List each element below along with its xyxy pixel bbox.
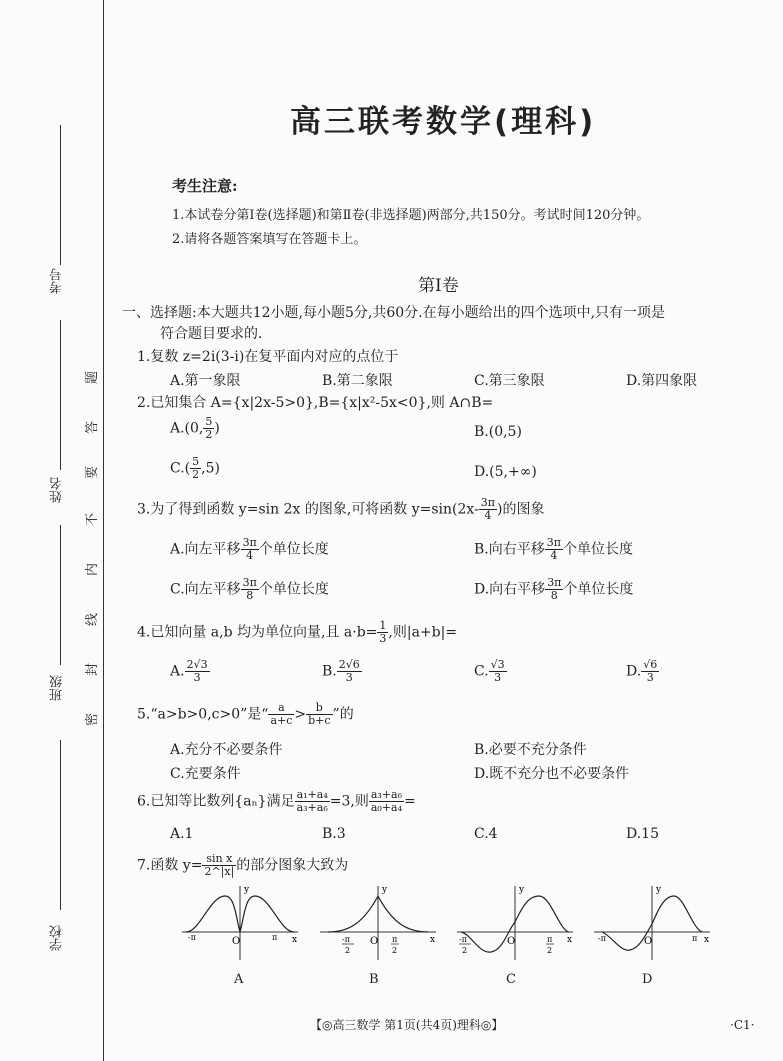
notice-heading: 考生注意: bbox=[172, 177, 238, 195]
q3-option-d: D.向右平移 $\frac{3\pi}{8}$ 个单位长度 bbox=[474, 576, 634, 602]
graph-a-y-label: y bbox=[244, 885, 250, 895]
graph-option-d bbox=[592, 882, 712, 962]
graph-c-x-label: x bbox=[567, 935, 573, 945]
graph-b-neg-half-num: -π bbox=[342, 935, 350, 944]
graph-option-a bbox=[180, 882, 300, 962]
question-6-stem: 6.已知等比数列{aₙ}满足 $\frac{\text{a₁+a₄}}{\text{a₃+a₆}}$ =3,则 $\frac{\text{a₃+a₆}}{\text{a₀+a₄}}$ = bbox=[137, 788, 416, 814]
graph-b-neg-half-den: 2 bbox=[345, 946, 351, 955]
q2-option-b: B.(0,5) bbox=[474, 424, 522, 440]
graph-c-neg-half-num: -π bbox=[459, 935, 467, 944]
question-1-stem: 1.复数 z=2i(3-i)在复平面内对应的点位于 bbox=[137, 349, 399, 365]
class-line bbox=[60, 525, 61, 665]
q4-option-c: C. $\frac{√3}{3}$ bbox=[474, 658, 505, 684]
graph-a-x-label: x bbox=[292, 935, 298, 945]
graph-a-neg-pi: -π bbox=[188, 933, 196, 942]
q5-option-b: B.必要不充分条件 bbox=[474, 742, 587, 758]
name-label: 姓名 bbox=[50, 477, 65, 503]
exam-no-line bbox=[60, 125, 61, 265]
question-5-stem: 5.“a>b>0,c>0”是“ $\frac{a}{a+c}$ > $\frac{b}{b+c}$ ”的 bbox=[137, 701, 354, 727]
question-4-stem: 4.已知向量 a,b 均为单位向量,且 a·b= $\frac{1}{3}$ ,则|a+b|= bbox=[137, 619, 458, 645]
page-tag: ·C1· bbox=[730, 1018, 755, 1032]
graph-a-origin: O bbox=[232, 936, 241, 947]
graph-c-neg-half-den: 2 bbox=[462, 946, 468, 955]
q1-option-c: C.第三象限 bbox=[474, 373, 545, 389]
graph-b-label: B bbox=[369, 972, 379, 987]
graph-d-origin: O bbox=[644, 936, 653, 947]
q3-option-c: C.向左平移 $\frac{3\pi}{8}$ 个单位长度 bbox=[170, 576, 329, 602]
seal-char: 密 bbox=[85, 712, 101, 727]
page-title: 高三联考数学(理科) bbox=[290, 104, 597, 140]
class-label: 班级 bbox=[50, 675, 65, 701]
graph-b-half-num: π bbox=[392, 935, 398, 944]
q2-option-c: C.( $\frac{5}{2}$ ,5) bbox=[170, 455, 220, 481]
q6-option-a: A.1 bbox=[170, 826, 194, 842]
graph-d-x-label: x bbox=[704, 935, 710, 945]
q6-option-c: C.4 bbox=[474, 826, 498, 842]
q3-option-b: B.向右平移 $\frac{3\pi}{4}$ 个单位长度 bbox=[474, 536, 633, 562]
question-2-stem: 2.已知集合 A={x|2x-5>0},B={x|x²-5x<0},则 A∩B= bbox=[137, 395, 494, 411]
graph-c-half-num: π bbox=[547, 935, 553, 944]
graph-b-y-label: y bbox=[382, 885, 388, 895]
graph-option-b bbox=[318, 882, 438, 962]
seal-char: 答 bbox=[85, 420, 101, 435]
graph-c-label: C bbox=[506, 972, 516, 987]
q5-option-c: C.充要条件 bbox=[170, 766, 241, 782]
graph-b-origin: O bbox=[370, 936, 379, 947]
graph-c-origin: O bbox=[507, 936, 516, 947]
q3-option-a: A.向左平移 $\frac{3\pi}{4}$ 个单位长度 bbox=[170, 536, 329, 562]
notice-item: 1.本试卷分第Ⅰ卷(选择题)和第Ⅱ卷(非选择题)两部分,共150分。考试时间120分钟。 bbox=[172, 208, 650, 223]
page-footer: 【◎高三数学 第1页(共4页)理科◎】 bbox=[310, 1018, 504, 1032]
name-line bbox=[60, 320, 61, 470]
exam-no-label: 考号 bbox=[50, 268, 65, 294]
question-7-stem: 7.函数 y= $\frac{\text{sin x}}{2\^{}|x|}$ 的部分图象大致为 bbox=[137, 852, 349, 878]
graph-d-label: D bbox=[642, 972, 653, 987]
graph-d-pi: π bbox=[692, 934, 698, 943]
school-line bbox=[60, 740, 61, 910]
part-intro-cont: 符合题目要求的. bbox=[160, 326, 263, 342]
q6-option-b: B.3 bbox=[322, 826, 346, 842]
q1-option-b: B.第二象限 bbox=[322, 373, 393, 389]
q4-option-d: D. $\frac{√6}{3}$ bbox=[626, 658, 658, 684]
seal-char: 不 bbox=[85, 512, 101, 527]
seal-char: 题 bbox=[85, 370, 101, 385]
school-label: 学校 bbox=[50, 925, 65, 951]
q1-option-a: A.第一象限 bbox=[170, 373, 241, 389]
question-3-stem: 3.为了得到函数 y=sin 2x 的图象,可将函数 y=sin(2x- $\frac{3\pi}{4}$ )的图象 bbox=[137, 496, 545, 522]
q5-option-d: D.既不充分也不必要条件 bbox=[474, 766, 630, 782]
q4-option-a: A. $\frac{2√3}{3}$ bbox=[170, 658, 208, 684]
q2-option-d: D.(5,+∞) bbox=[474, 464, 537, 480]
section-heading: 第Ⅰ卷 bbox=[418, 276, 459, 296]
graph-c-y-label: y bbox=[519, 885, 525, 895]
seal-char: 内 bbox=[85, 562, 101, 577]
seal-char: 线 bbox=[85, 612, 101, 627]
q5-option-a: A.充分不必要条件 bbox=[170, 742, 283, 758]
graph-option-c bbox=[455, 882, 575, 962]
seal-char: 封 bbox=[85, 662, 101, 677]
q1-option-d: D.第四象限 bbox=[626, 373, 698, 389]
binding-divider-line bbox=[103, 0, 104, 1061]
graph-d-neg-pi: -π bbox=[598, 934, 606, 943]
graph-a-pi: π bbox=[272, 933, 278, 942]
q4-option-b: B. $\frac{2√6}{3}$ bbox=[322, 658, 360, 684]
graph-d-y-label: y bbox=[656, 885, 662, 895]
graph-c-half-den: 2 bbox=[547, 946, 553, 955]
notice-item: 2.请将各题答案填写在答题卡上。 bbox=[172, 232, 367, 247]
graph-b-half-den: 2 bbox=[392, 946, 398, 955]
graph-a-label: A bbox=[234, 972, 244, 987]
q2-option-a: A.(0, $\frac{5}{2}$ ) bbox=[170, 415, 220, 441]
q6-option-d: D.15 bbox=[626, 826, 659, 842]
seal-char: 要 bbox=[85, 465, 101, 480]
graph-b-x-label: x bbox=[430, 935, 436, 945]
part-intro: 一、选择题:本大题共12小题,每小题5分,共60分.在每小题给出的四个选项中,只有一项是 bbox=[122, 305, 666, 321]
